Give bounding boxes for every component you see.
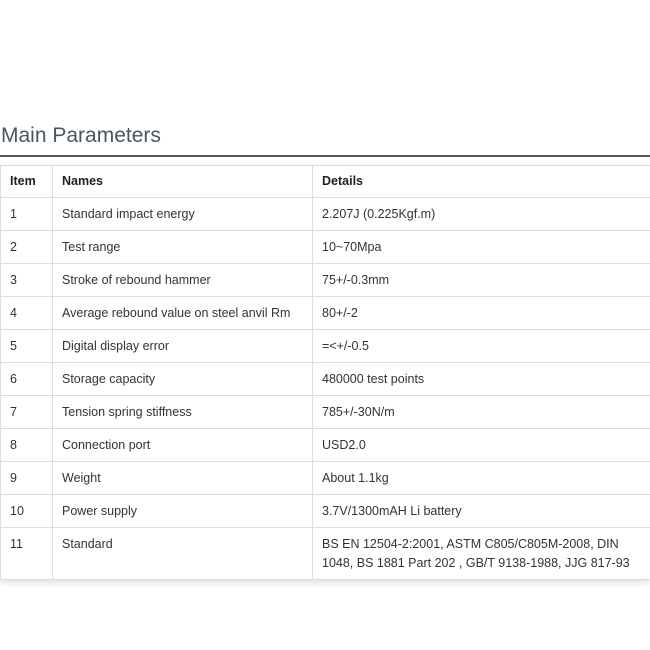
row-name: Storage capacity <box>53 363 313 396</box>
row-item: 6 <box>1 363 53 396</box>
row-name: Average rebound value on steel anvil Rm <box>53 297 313 330</box>
row-item: 7 <box>1 396 53 429</box>
row-item: 8 <box>1 429 53 462</box>
row-detail: BS EN 12504-2:2001, ASTM C805/C805M-2008, DIN 1048, BS 1881 Part 202 , GB/T 9138-1988, JJG 817-93 <box>313 528 650 580</box>
row-name: Power supply <box>53 495 313 528</box>
row-item: 4 <box>1 297 53 330</box>
row-detail: 80+/-2 <box>313 297 650 330</box>
table-row <box>1 264 650 297</box>
table-row <box>1 495 650 528</box>
table-row <box>1 528 650 580</box>
row-detail: =<+/-0.5 <box>313 330 650 363</box>
table-header-row <box>1 166 650 198</box>
row-item: 2 <box>1 231 53 264</box>
table-row <box>1 297 650 330</box>
row-item: 5 <box>1 330 53 363</box>
row-name: Connection port <box>53 429 313 462</box>
row-name: Test range <box>53 231 313 264</box>
row-detail: About 1.1kg <box>313 462 650 495</box>
row-detail: 785+/-30N/m <box>313 396 650 429</box>
row-name: Standard impact energy <box>53 198 313 231</box>
row-detail: 2.207J (0.225Kgf.m) <box>313 198 650 231</box>
parameters-table <box>0 165 650 580</box>
header-names: Names <box>53 166 313 198</box>
table-row <box>1 396 650 429</box>
row-name: Stroke of rebound hammer <box>53 264 313 297</box>
table-row <box>1 363 650 396</box>
parameters-table-wrapper <box>0 165 650 580</box>
row-item: 3 <box>1 264 53 297</box>
row-detail: 480000 test points <box>313 363 650 396</box>
row-name: Tension spring stiffness <box>53 396 313 429</box>
row-name: Weight <box>53 462 313 495</box>
row-detail: 3.7V/1300mAH Li battery <box>313 495 650 528</box>
header-details: Details <box>313 166 650 198</box>
row-item: 11 <box>1 528 53 580</box>
table-row <box>1 330 650 363</box>
table-row <box>1 198 650 231</box>
table-row <box>1 462 650 495</box>
table-row <box>1 231 650 264</box>
row-item: 10 <box>1 495 53 528</box>
table-row <box>1 429 650 462</box>
row-name: Digital display error <box>53 330 313 363</box>
section-title: Main Parameters <box>1 124 161 147</box>
title-divider <box>0 155 650 157</box>
main-parameters-section <box>0 122 650 580</box>
row-detail: 75+/-0.3mm <box>313 264 650 297</box>
row-item: 9 <box>1 462 53 495</box>
header-item: Item <box>1 166 53 198</box>
row-detail: USD2.0 <box>313 429 650 462</box>
row-detail: 10~70Mpa <box>313 231 650 264</box>
row-item: 1 <box>1 198 53 231</box>
row-name: Standard <box>53 528 313 580</box>
